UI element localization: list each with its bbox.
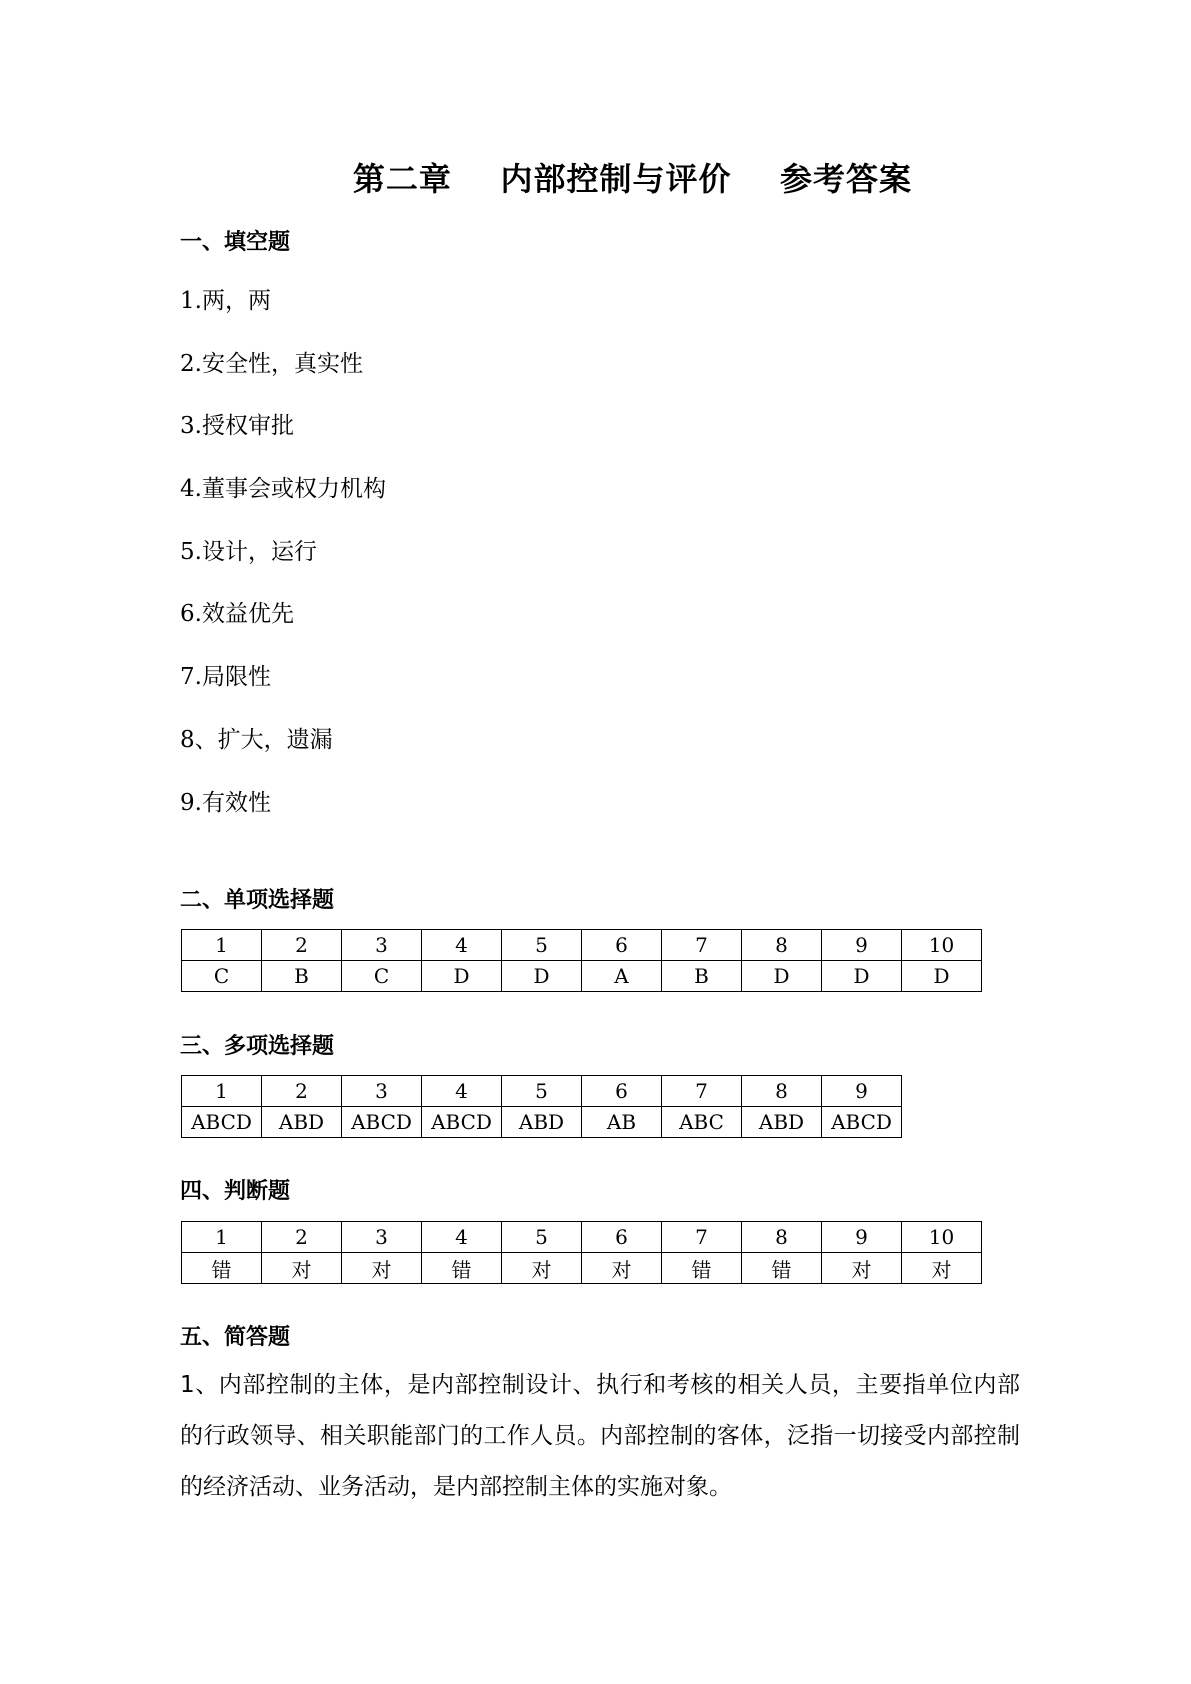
table-cell: ABD	[742, 1107, 822, 1138]
table-cell: 7	[662, 930, 742, 961]
item-answer: 局限性	[201, 664, 271, 691]
item-number: 5.	[180, 538, 202, 565]
table-cell: C	[342, 961, 422, 992]
table-row-numbers	[182, 930, 982, 961]
item-number: 9.	[180, 789, 202, 816]
table-cell: D	[502, 961, 582, 992]
table-cell: 7	[662, 1222, 742, 1253]
multiple-choice-answer-table	[181, 1075, 902, 1138]
table-cell: C	[182, 961, 262, 992]
item-number: 1.	[180, 288, 202, 314]
table-cell: ABCD	[822, 1107, 902, 1138]
table-cell: 错	[182, 1253, 262, 1284]
item-number: 7.	[180, 664, 202, 691]
item-answer: 扩大，遗漏	[217, 726, 333, 753]
list-item	[180, 787, 386, 850]
item-number: 6.	[180, 601, 202, 628]
table-row-answers	[182, 1253, 982, 1284]
table-cell: D	[822, 961, 902, 992]
table-cell: AB	[582, 1107, 662, 1138]
table-cell: 9	[822, 1222, 902, 1253]
list-item	[180, 598, 386, 661]
item-number: 2.	[180, 350, 202, 377]
table-cell: 1	[182, 930, 262, 961]
item-answer: 董事会或权力机构	[201, 476, 386, 503]
short-answer-paragraph: 1、内部控制的主体，是内部控制设计、执行和考核的相关人员，主要指单位内部的行政领导、相关职能部门的工作人员。内部控制的客体，泛指一切接受内部控制的经济活动、业务活动，是内部控制主体的实施对象。	[180, 1372, 1020, 1500]
table-cell: 错	[422, 1253, 502, 1284]
table-cell: ABC	[662, 1107, 742, 1138]
table-cell: ABD	[502, 1107, 582, 1138]
table-cell: 错	[742, 1253, 822, 1284]
list-item	[180, 661, 386, 724]
table-cell: 9	[822, 1076, 902, 1107]
table-cell: 6	[582, 1222, 662, 1253]
table-cell: 3	[342, 1222, 422, 1253]
fill-in-answer-list	[180, 285, 386, 849]
section-heading-true-false: 四、判断题	[180, 1179, 291, 1204]
true-false-answer-table	[181, 1221, 982, 1284]
section-heading-multiple-choice: 三、多项选择题	[180, 1034, 335, 1059]
table-cell: ABCD	[422, 1107, 502, 1138]
table-cell: B	[662, 961, 742, 992]
list-item	[180, 536, 386, 599]
table-cell: 对	[502, 1253, 582, 1284]
page-title: 第二章 内部控制与评价 参考答案	[352, 160, 913, 198]
table-cell: 7	[662, 1076, 742, 1107]
table-cell: 5	[502, 930, 582, 961]
table-cell: ABD	[262, 1107, 342, 1138]
list-item	[180, 410, 386, 473]
table-cell: 2	[262, 930, 342, 961]
single-choice-answer-table	[181, 929, 982, 992]
table-cell: D	[742, 961, 822, 992]
table-cell: 3	[342, 930, 422, 961]
table-cell: 对	[822, 1253, 902, 1284]
item-answer: 授权审批	[201, 413, 294, 440]
table-cell: D	[902, 961, 982, 992]
table-cell: 9	[822, 930, 902, 961]
table-cell: 6	[582, 930, 662, 961]
list-item	[180, 348, 386, 411]
table-cell: 10	[902, 930, 982, 961]
table-cell: 错	[662, 1253, 742, 1284]
table-cell: 3	[342, 1076, 422, 1107]
item-answer: 两，两	[201, 288, 271, 314]
table-row-numbers	[182, 1222, 982, 1253]
table-cell: 4	[422, 930, 502, 961]
table-cell: 10	[902, 1222, 982, 1253]
table-cell: 1	[182, 1222, 262, 1253]
list-item	[180, 724, 386, 787]
table-cell: 5	[502, 1076, 582, 1107]
item-answer: 安全性，真实性	[201, 350, 363, 377]
table-cell: 5	[502, 1222, 582, 1253]
table-cell: 8	[742, 1076, 822, 1107]
list-item	[180, 285, 386, 348]
table-cell: 4	[422, 1076, 502, 1107]
table-cell: ABCD	[342, 1107, 422, 1138]
table-cell: A	[582, 961, 662, 992]
item-number: 3.	[180, 413, 202, 440]
table-cell: 6	[582, 1076, 662, 1107]
item-answer: 效益优先	[201, 601, 294, 628]
table-cell: 8	[742, 1222, 822, 1253]
table-cell: 2	[262, 1222, 342, 1253]
table-cell: ABCD	[182, 1107, 262, 1138]
table-cell: 8	[742, 930, 822, 961]
item-number: 4.	[180, 476, 202, 503]
section-heading-short-answer: 五、简答题	[180, 1325, 291, 1350]
table-cell: 对	[262, 1253, 342, 1284]
table-cell: 对	[902, 1253, 982, 1284]
section-heading-single-choice: 二、单项选择题	[180, 888, 335, 913]
table-row-numbers	[182, 1076, 902, 1107]
table-cell: 4	[422, 1222, 502, 1253]
table-cell: B	[262, 961, 342, 992]
list-item	[180, 473, 386, 536]
table-cell: D	[422, 961, 502, 992]
item-answer: 设计，运行	[201, 538, 317, 565]
table-row-answers	[182, 961, 982, 992]
table-cell: 对	[582, 1253, 662, 1284]
table-cell: 2	[262, 1076, 342, 1107]
item-answer: 有效性	[201, 789, 271, 816]
section-heading-fill-in: 一、填空题	[180, 230, 291, 255]
item-number: 8、	[180, 726, 218, 753]
table-cell: 对	[342, 1253, 422, 1284]
table-cell: 1	[182, 1076, 262, 1107]
table-row-answers	[182, 1107, 902, 1138]
